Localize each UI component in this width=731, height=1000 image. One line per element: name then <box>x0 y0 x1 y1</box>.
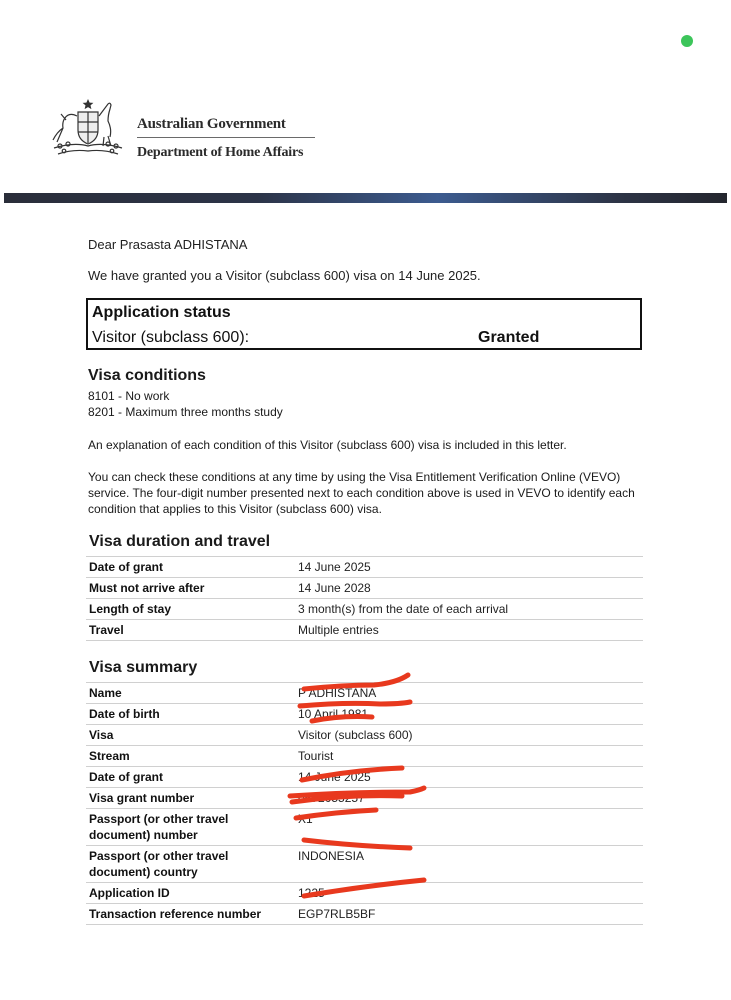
table-row <box>86 809 643 846</box>
table-row <box>86 904 643 925</box>
department-name: Department of Home Affairs <box>137 145 304 160</box>
visa-duration-table <box>86 556 643 641</box>
row-label: Application ID <box>86 883 292 904</box>
row-label: Length of stay <box>86 599 292 620</box>
row-value: 3 month(s) from the date of each arrival <box>292 599 643 620</box>
row-label: Travel <box>86 620 292 641</box>
visa-summary-table <box>86 682 643 925</box>
row-value: EGP7RLB5BF <box>292 904 643 925</box>
condition-item: 8201 - Maximum three months study <box>88 405 283 419</box>
table-row <box>86 846 643 883</box>
row-label: Name <box>86 683 292 704</box>
table-row <box>86 883 643 904</box>
header-banner <box>4 193 727 203</box>
table-row <box>86 599 643 620</box>
application-status-box <box>86 298 642 350</box>
row-value: 1225 <box>292 883 643 904</box>
table-row <box>86 620 643 641</box>
row-label: Transaction reference number <box>86 904 292 925</box>
row-label: Stream <box>86 746 292 767</box>
row-value: INDONESIA <box>292 846 643 883</box>
row-label: Passport (or other travel document) country <box>86 846 292 883</box>
row-value: P ADHISTANA <box>292 683 643 704</box>
row-label: Passport (or other travel document) number <box>86 809 292 846</box>
visa-conditions-heading: Visa conditions <box>88 367 206 384</box>
row-value: 10 April 1981 <box>292 704 643 725</box>
application-status-title: Application status <box>92 304 231 321</box>
table-row <box>86 788 643 809</box>
row-value: 14 June 2025 <box>292 557 643 578</box>
table-row <box>86 683 643 704</box>
row-value: 14 June 2028 <box>292 578 643 599</box>
conditions-explanation: An explanation of each condition of this Visitor (subclass 600) visa is included in this letter. <box>88 438 567 452</box>
government-name: Australian Government <box>137 116 286 132</box>
row-value: X1 <box>292 809 643 846</box>
row-value: Visitor (subclass 600) <box>292 725 643 746</box>
status-dot <box>681 35 693 47</box>
table-row <box>86 557 643 578</box>
coat-of-arms-icon <box>44 96 132 162</box>
row-label: Must not arrive after <box>86 578 292 599</box>
row-label: Visa <box>86 725 292 746</box>
vevo-paragraph: You can check these conditions at any time by using the Visa Entitlement Verification Online (VEVO) service. The four-digit number presented next to each condition above is used in VEVO to identify each condition that applies to this Visitor (subclass 600) visa. <box>88 470 635 516</box>
row-value: Multiple entries <box>292 620 643 641</box>
application-status-visa: Visitor (subclass 600): <box>92 329 250 346</box>
row-label: Date of grant <box>86 767 292 788</box>
row-label: Date of grant <box>86 557 292 578</box>
condition-item: 8101 - No work <box>88 389 170 403</box>
row-value: 14 June 2025 <box>292 767 643 788</box>
visa-duration-heading: Visa duration and travel <box>89 533 271 550</box>
table-row <box>86 767 643 788</box>
row-value: 0572055257 <box>292 788 643 809</box>
header-divider <box>137 137 315 138</box>
grant-statement: We have granted you a Visitor (subclass 600) visa on 14 June 2025. <box>88 268 481 283</box>
row-value: Tourist <box>292 746 643 767</box>
table-row <box>86 578 643 599</box>
row-label: Date of birth <box>86 704 292 725</box>
visa-summary-heading: Visa summary <box>89 659 198 676</box>
row-label: Visa grant number <box>86 788 292 809</box>
application-status-value: Granted <box>478 329 540 346</box>
table-row <box>86 725 643 746</box>
table-row <box>86 746 643 767</box>
salutation: Dear Prasasta ADHISTANA <box>88 237 248 252</box>
table-row <box>86 704 643 725</box>
